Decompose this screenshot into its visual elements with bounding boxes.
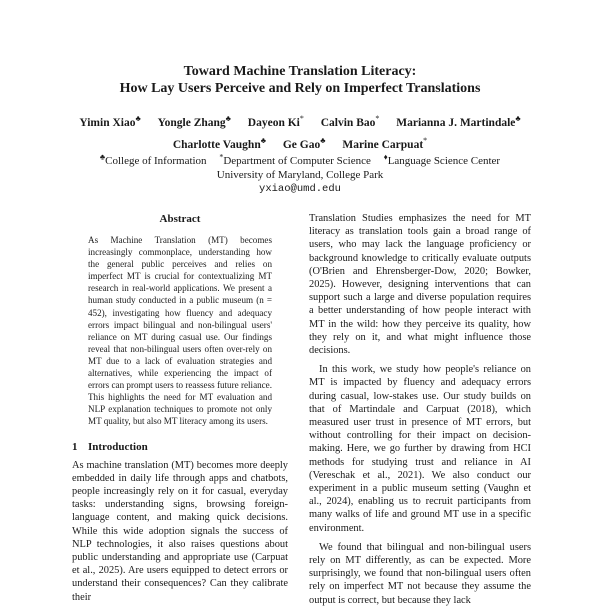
author: Ge Gao♣ [282,135,326,151]
intro-paragraph-1: As machine translation (MT) becomes more deeply embedded in daily life through apps and chatbots, people increasingly rely on it for casual, everyday tasks: understanding signs, browsing foreign-language content, and making quick decisions. While this wide adoption signals the success of NLP technologies, it also raises questions about public understanding and appropriate use (Carpuat et al., 2025). Are users equipped to detect errors or understand their consequences? Can they calibrate their [72,459,288,603]
abstract-text: As Machine Translation (MT) becomes increasingly commonplace, understanding how the general public perceives and relies on imperfect MT is crucial for contextualizing MT research in real-world applications. We present a human study conducted in a public museum (n = 452), investigating how fluency and adequacy errors impact bilingual and non-bilingual users' reliance on MT during casual use. Our findings reveal that non-bilingual users often over-rely on MT due to a lack of evaluation strategies and alternatives, while experiencing the impact of errors can prompt users to reassess future reliance. This highlights the need for MT evaluation and NLP explanation techniques to promote not only MT quality, but also MT literacy among its users. [88,235,272,427]
title-line-2: How Lay Users Perceive and Rely on Imperfect Translations [119,81,481,96]
author: Marine Carpuat* [342,135,428,151]
author: Marianna J. Martindale♣ [396,114,521,129]
section-number: 1 [72,440,78,453]
university: University of Maryland, College Park [216,168,384,181]
authors-line-1 [0,110,600,132]
affiliation: ♣College of Information [99,152,207,167]
left-column [72,212,288,604]
affiliation: ♦Language Science Center [383,152,501,167]
author: Yongle Zhang♣ [157,114,231,129]
intro-paragraph-4: We found that bilingual and non-bilingual users rely on MT differently, as can be expected. More surprisingly, we found that non-bilingual users often rely on imperfect MT not because they assume the output is correct, but because they lack [309,541,531,606]
affiliation-line [0,150,600,168]
section-heading-introduction [72,440,288,454]
intro-paragraph-2: Translation Studies emphasizes the need for MT literacy as translation tools gain a broad range of users, who may lack the language proficiency or background knowledge to critically evaluate outputs (O'Brien and Ehrensberger-Dow, 2020; Bowker, 2025). However, designing interventions that can support such a large and diverse population requires a better understanding of how people interact with MT in the wild: how they perceive its quality, how they rely on it, and what might influence those decisions. [309,213,531,357]
author: Calvin Bao* [320,114,380,129]
affiliation: *Department of Computer Science [219,152,371,167]
intro-paragraph-3: In this work, we study how people's reliance on MT is impacted by fluency and adequacy errors during casual, low-stakes use. Our study builds on that of Martindale and Carpuat (2018), which measured user trust in presence of MT errors, but without controlling for their impact on decision-making. Here, we go further by drawing from HCI methods for studying trust and reliance in AI (Vereschak et al., 2021). We also conduct our experiment in a public museum setting (Vaughn et al., 2024), enabling us to recruit participants from many walks of life and ground MT use in a specific environment. [309,364,531,534]
author: Dayeon Ki* [247,114,304,129]
author-list [0,110,600,154]
affiliations [0,150,600,196]
paper-title [0,63,600,97]
contact-email[interactable]: yxiao@umd.edu [259,182,341,195]
abstract-heading: Abstract [159,213,201,225]
section-title: Introduction [88,440,148,453]
right-column [309,212,531,607]
author: Yimin Xiao♣ [79,114,141,129]
author: Charlotte Vaughn♣ [172,135,266,151]
title-line-1: Toward Machine Translation Literacy: [183,64,417,79]
